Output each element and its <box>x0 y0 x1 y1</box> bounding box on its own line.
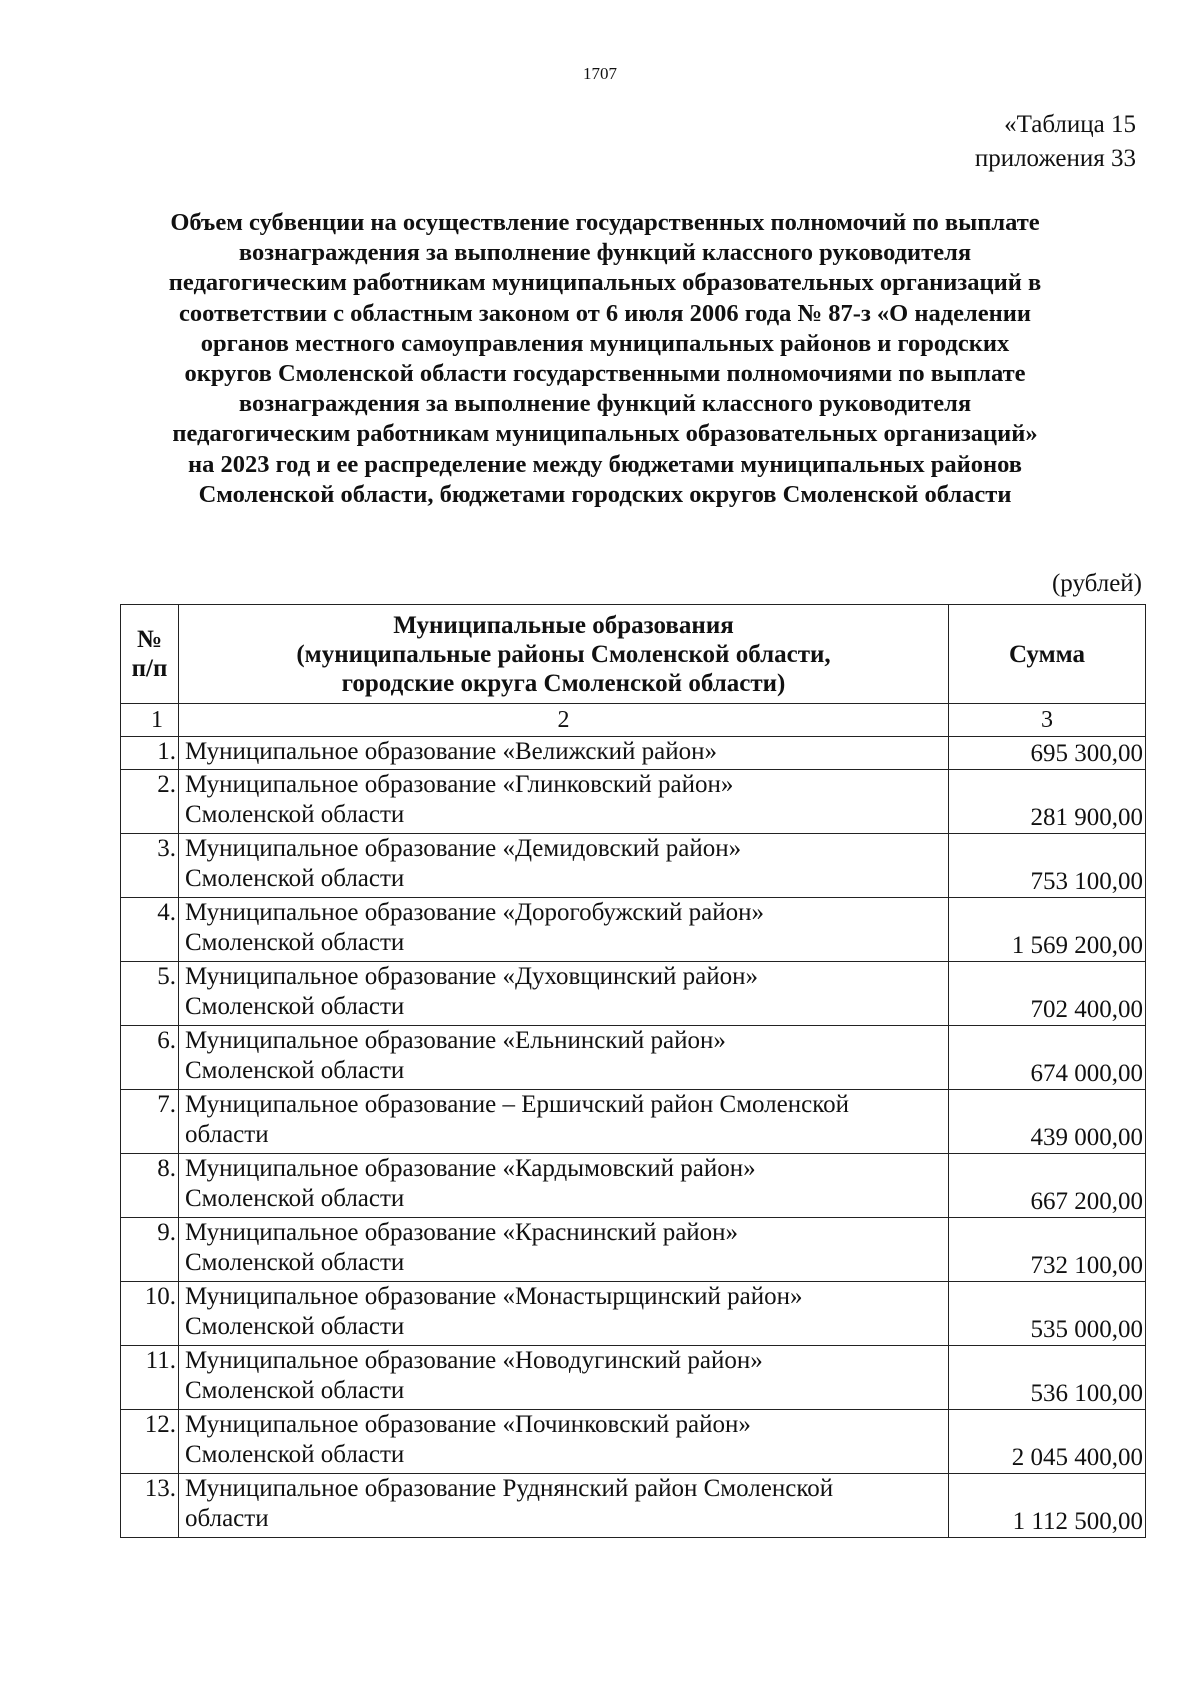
municipality-name-line: Смоленской области <box>185 1313 405 1340</box>
table-row <box>121 1090 1146 1154</box>
header-number-line1: № <box>136 626 163 653</box>
table-row <box>121 1154 1146 1218</box>
row-municipality <box>179 1410 949 1474</box>
table-reference-line2: приложения 33 <box>974 145 1136 172</box>
document-title <box>100 208 1110 510</box>
municipality-name-line: Муниципальное образование «Духовщинский район» <box>185 963 758 990</box>
table-row <box>121 962 1146 1026</box>
row-number: 1. <box>121 737 179 770</box>
header-sum: Сумма <box>949 605 1146 704</box>
municipality-name-line: области <box>185 1121 269 1148</box>
header-number <box>121 605 179 704</box>
row-municipality <box>179 770 949 834</box>
row-number: 8. <box>121 1154 179 1218</box>
row-sum: 732 100,00 <box>949 1218 1146 1282</box>
row-sum: 1 569 200,00 <box>949 898 1146 962</box>
municipality-name-line: Смоленской области <box>185 1249 405 1276</box>
title-line: вознаграждения за выполнение функций классного руководителя <box>238 239 972 267</box>
header-municipality-line1: Муниципальные образования <box>393 611 734 639</box>
row-number: 9. <box>121 1218 179 1282</box>
row-sum: 753 100,00 <box>949 834 1146 898</box>
row-municipality <box>179 1218 949 1282</box>
row-sum: 439 000,00 <box>949 1090 1146 1154</box>
row-number: 5. <box>121 962 179 1026</box>
municipality-name-line: Смоленской области <box>185 1057 405 1084</box>
row-sum: 1 112 500,00 <box>949 1474 1146 1538</box>
municipality-name-line: Смоленской области <box>185 1441 405 1468</box>
municipality-name-line: Муниципальное образование «Новодугинский район» <box>185 1347 763 1374</box>
municipality-name-line: Муниципальное образование «Дорогобужский район» <box>185 899 764 926</box>
column-index: 2 <box>179 704 949 737</box>
table-reference <box>975 108 1136 176</box>
table-row <box>121 770 1146 834</box>
municipality-name-line: Смоленской области <box>185 1185 405 1212</box>
municipality-name-line: Муниципальное образование «Демидовский район» <box>185 835 742 862</box>
row-number: 2. <box>121 770 179 834</box>
table-row <box>121 1282 1146 1346</box>
title-line: педагогическим работникам муниципальных образовательных организаций в <box>168 269 1042 297</box>
table-row <box>121 898 1146 962</box>
table-row <box>121 834 1146 898</box>
row-number: 3. <box>121 834 179 898</box>
header-municipality-line2: (муниципальные районы Смоленской области, <box>296 640 831 668</box>
row-number: 7. <box>121 1090 179 1154</box>
municipality-name-line: Муниципальное образование «Починковский район» <box>185 1411 751 1438</box>
row-sum: 536 100,00 <box>949 1346 1146 1410</box>
header-municipality-line3: городские округа Смоленской области) <box>341 669 786 697</box>
row-municipality <box>179 898 949 962</box>
column-index-row <box>121 704 1146 737</box>
municipality-name-line: Смоленской области <box>185 865 405 892</box>
municipality-name-line: Муниципальное образование «Краснинский район» <box>185 1219 739 1246</box>
row-sum: 535 000,00 <box>949 1282 1146 1346</box>
row-number: 13. <box>121 1474 179 1538</box>
municipality-name-line: Муниципальное образование «Велижский район» <box>185 738 717 765</box>
municipality-name-line: Муниципальное образование «Кардымовский район» <box>185 1155 756 1182</box>
table-reference-line1: «Таблица 15 <box>1004 111 1136 138</box>
municipality-name-line: Муниципальное образование Руднянский район Смоленской <box>185 1475 834 1502</box>
row-municipality <box>179 1090 949 1154</box>
row-sum: 281 900,00 <box>949 770 1146 834</box>
municipality-name-line: Смоленской области <box>185 929 405 956</box>
row-municipality <box>179 962 949 1026</box>
row-municipality <box>179 1282 949 1346</box>
row-municipality <box>179 1026 949 1090</box>
row-sum: 2 045 400,00 <box>949 1410 1146 1474</box>
table-row <box>121 1026 1146 1090</box>
title-line: на 2023 год и ее распределение между бюджетами муниципальных районов <box>188 450 1022 478</box>
municipality-name-line: Смоленской области <box>185 993 405 1020</box>
title-line: вознаграждения за выполнение функций классного руководителя <box>238 390 972 418</box>
column-index: 3 <box>949 704 1146 737</box>
municipality-name-line: области <box>185 1505 269 1532</box>
subsidy-table <box>120 604 1146 1538</box>
municipality-name-line: Смоленской области <box>185 1377 405 1404</box>
row-municipality <box>179 1474 949 1538</box>
row-municipality <box>179 1154 949 1218</box>
municipality-name-line: Муниципальное образование «Ельнинский район» <box>185 1027 726 1054</box>
header-number-line2: п/п <box>131 655 168 682</box>
municipality-name-line: Смоленской области <box>185 801 405 828</box>
title-line: соответствии с областным законом от 6 июля 2006 года № 87-з «О наделении <box>179 299 1031 327</box>
table-row <box>121 1346 1146 1410</box>
row-number: 4. <box>121 898 179 962</box>
row-number: 10. <box>121 1282 179 1346</box>
row-sum: 674 000,00 <box>949 1026 1146 1090</box>
table-row <box>121 737 1146 770</box>
table-header-row <box>121 605 1146 704</box>
municipality-name-line: Муниципальное образование – Ершичский район Смоленской <box>185 1091 849 1118</box>
units-label: (рублей) <box>1051 570 1142 597</box>
municipality-name-line: Муниципальное образование «Монастырщинский район» <box>185 1283 803 1310</box>
table-row <box>121 1218 1146 1282</box>
municipality-name-line: Муниципальное образование «Глинковский район» <box>185 771 734 798</box>
row-number: 6. <box>121 1026 179 1090</box>
title-line: педагогическим работникам муниципальных образовательных организаций» <box>172 420 1038 448</box>
row-sum: 667 200,00 <box>949 1154 1146 1218</box>
title-line: Объем субвенции на осуществление государственных полномочий по выплате <box>170 209 1040 236</box>
table-row <box>121 1410 1146 1474</box>
title-line: органов местного самоуправления муниципальных районов и городских <box>200 329 1010 357</box>
header-municipality <box>179 605 949 704</box>
row-municipality <box>179 834 949 898</box>
row-sum: 702 400,00 <box>949 962 1146 1026</box>
row-municipality <box>179 737 949 770</box>
column-index: 1 <box>121 704 179 737</box>
title-line: округов Смоленской области государственными полномочиями по выплате <box>184 360 1026 388</box>
row-sum: 695 300,00 <box>949 737 1146 770</box>
table-row <box>121 1474 1146 1538</box>
row-number: 11. <box>121 1346 179 1410</box>
page-number: 1707 <box>583 64 617 83</box>
row-number: 12. <box>121 1410 179 1474</box>
title-line: Смоленской области, бюджетами городских округов Смоленской области <box>198 480 1012 508</box>
row-municipality <box>179 1346 949 1410</box>
